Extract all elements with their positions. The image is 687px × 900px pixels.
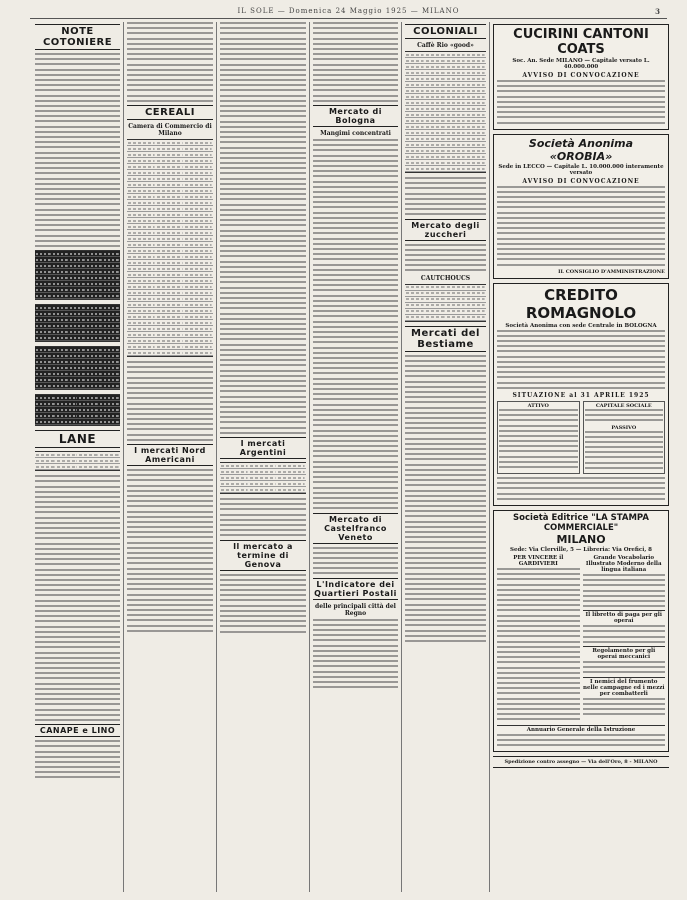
heading-bestiame: Mercati del Bestiame — [405, 326, 486, 352]
ad-text — [583, 625, 666, 643]
subheading-cautchoucs: CAUTCHOUCS — [420, 274, 471, 282]
heading-note-cotoniere: NOTE COTONIERE — [35, 24, 120, 50]
coffee-table — [405, 51, 486, 173]
article-text — [220, 574, 306, 633]
heading-canape-lino: CANAPE e LINO — [35, 724, 120, 737]
ad-stampa-box2: Regolamento per gli operai meccanici — [583, 646, 666, 660]
article-text — [405, 244, 486, 272]
cotton-table-4 — [35, 394, 120, 426]
article-text — [35, 475, 120, 721]
masthead — [30, 4, 667, 19]
heading-lane: LANE — [35, 430, 120, 448]
balance-passivo — [583, 401, 666, 474]
ad-stampa-left-head: PER VINCERE il GARDIVIERI — [513, 554, 564, 567]
ad-orobia-title: Società Anonima «OROBIA» — [528, 136, 634, 163]
page-number: 3 — [655, 6, 661, 16]
heading-mercato-genova: Il mercato a termine di Genova — [220, 540, 306, 571]
ad-stampa-box1: Il libretto di paga per gli operai — [583, 610, 666, 624]
cotton-table-3 — [35, 346, 120, 390]
ad-text — [497, 186, 665, 266]
ad-cantoni — [493, 24, 669, 130]
ad-text — [497, 80, 665, 124]
article-text — [313, 139, 398, 509]
balance-lines — [499, 409, 578, 468]
article-text — [220, 22, 306, 434]
heading-cereali: CEREALI — [127, 105, 213, 120]
ad-orobia — [493, 134, 669, 279]
article-text — [313, 22, 398, 102]
article-text — [405, 355, 486, 642]
ad-text — [497, 734, 665, 746]
column-2 — [124, 22, 217, 892]
ad-stampa-annuario: Annuario Generale della Istruzione — [497, 725, 665, 733]
ad-text — [583, 574, 666, 607]
heading-zuccheri: Mercato degli zuccheri — [405, 219, 486, 241]
column-4 — [310, 22, 402, 892]
ad-stampa-box3: I nemici del frumento nelle campagne ed i mezzi per combatterli — [583, 678, 665, 697]
article-text — [127, 361, 213, 441]
ad-text — [583, 698, 666, 716]
article-text — [220, 498, 306, 536]
article-text — [127, 469, 213, 632]
ad-stampa-city: MILANO — [556, 532, 606, 546]
balance-capitale-title: CAPITALE SOCIALE — [595, 402, 652, 409]
subheading-caffe-rio: Caffè Rio «good» — [417, 42, 474, 49]
heading-indicatore-quartieri: L'Indicatore dei Quartieri Postali — [314, 579, 397, 598]
heading-mercati-argentini: I mercati Argentini — [220, 437, 306, 459]
ad-stampa-commerciale — [493, 510, 669, 752]
ad-orobia-sub: Sede in LECCO — Capitale L. 10.000.000 interamente versato — [498, 163, 664, 176]
balance-attivo — [497, 401, 580, 474]
cotton-table — [35, 250, 120, 300]
heading-mercati-nord-americani: I mercati Nord Americani — [127, 444, 213, 466]
ad-text — [583, 661, 666, 673]
ad-text — [497, 568, 580, 720]
cotton-table-2 — [35, 304, 120, 342]
ad-cantoni-head: AVVISO DI CONVOCAZIONE — [522, 72, 640, 79]
article-text — [313, 619, 398, 688]
ad-cantoni-sub: Soc. An. Sede MILANO — Capitale versato L. 40.000.000 — [512, 58, 650, 70]
ad-cantoni-title: CUCIRINI CANTONI COATS — [513, 27, 649, 57]
ad-stampa-footer: Spedizione contro assegno — Via dell'Oro, 8 - MILANO — [493, 756, 669, 768]
ad-stampa-right-head: Grande Vocabolario Illustrato Moderno della lingua italiana — [585, 554, 662, 573]
heading-mercato-bologna: Mercato di Bologna — [313, 105, 398, 127]
balance-passivo-title: PASSIVO — [611, 424, 637, 431]
subheading-citta-regno: delle principali città del Regno — [315, 602, 396, 617]
article-text — [35, 53, 120, 247]
article-text — [127, 22, 213, 102]
ad-text — [497, 330, 665, 389]
ad-stampa-title: Società Editrice "LA STAMPA COMMERCIALE" — [513, 512, 649, 533]
ad-text — [497, 477, 665, 500]
ad-stampa-left — [497, 554, 580, 724]
balance-sheet — [497, 401, 665, 474]
ad-stampa-body — [497, 554, 665, 724]
wool-table — [35, 451, 120, 471]
subheading-mangimi: Mangimi concentrati — [320, 130, 391, 137]
masthead-text: IL SOLE — Domenica 24 Maggio 1925 — MILANO — [237, 7, 460, 15]
balance-attivo-title: ATTIVO — [527, 402, 549, 409]
column-ads — [490, 22, 672, 892]
column-1 — [32, 22, 124, 892]
rubber-table — [405, 284, 486, 322]
subheading-camera-commercio: Camera di Commercio di Milano — [128, 123, 212, 137]
balance-lines — [585, 431, 664, 469]
column-5 — [402, 22, 490, 892]
ad-credito-romagnolo — [493, 283, 669, 506]
ad-orobia-sign: IL CONSIGLIO D'AMMINISTRAZIONE — [558, 268, 665, 275]
heading-coloniali: COLONIALI — [405, 24, 486, 39]
ad-stampa-sub: Sede: Via Clerville, 5 — Libreria: Via Orefici, 8 — [509, 546, 653, 553]
cereali-table — [127, 139, 213, 357]
article-text — [35, 740, 120, 778]
ad-stampa-right — [583, 554, 666, 724]
ad-credito-title: CREDITO ROMAGNOLO — [525, 285, 637, 322]
column-3 — [217, 22, 310, 892]
ad-credito-situazione: SITUAZIONE al 31 APRILE 1925 — [512, 391, 650, 399]
argentina-table — [220, 462, 306, 494]
article-text — [313, 547, 398, 575]
ad-orobia-head: AVVISO DI CONVOCAZIONE — [522, 177, 640, 185]
heading-castelfranco: Mercato di Castelfranco Veneto — [313, 513, 398, 544]
article-text — [405, 177, 486, 215]
balance-lines — [585, 409, 664, 421]
ad-credito-sub: Società Anonima con sede Centrale in BOLOGNA — [505, 322, 657, 329]
